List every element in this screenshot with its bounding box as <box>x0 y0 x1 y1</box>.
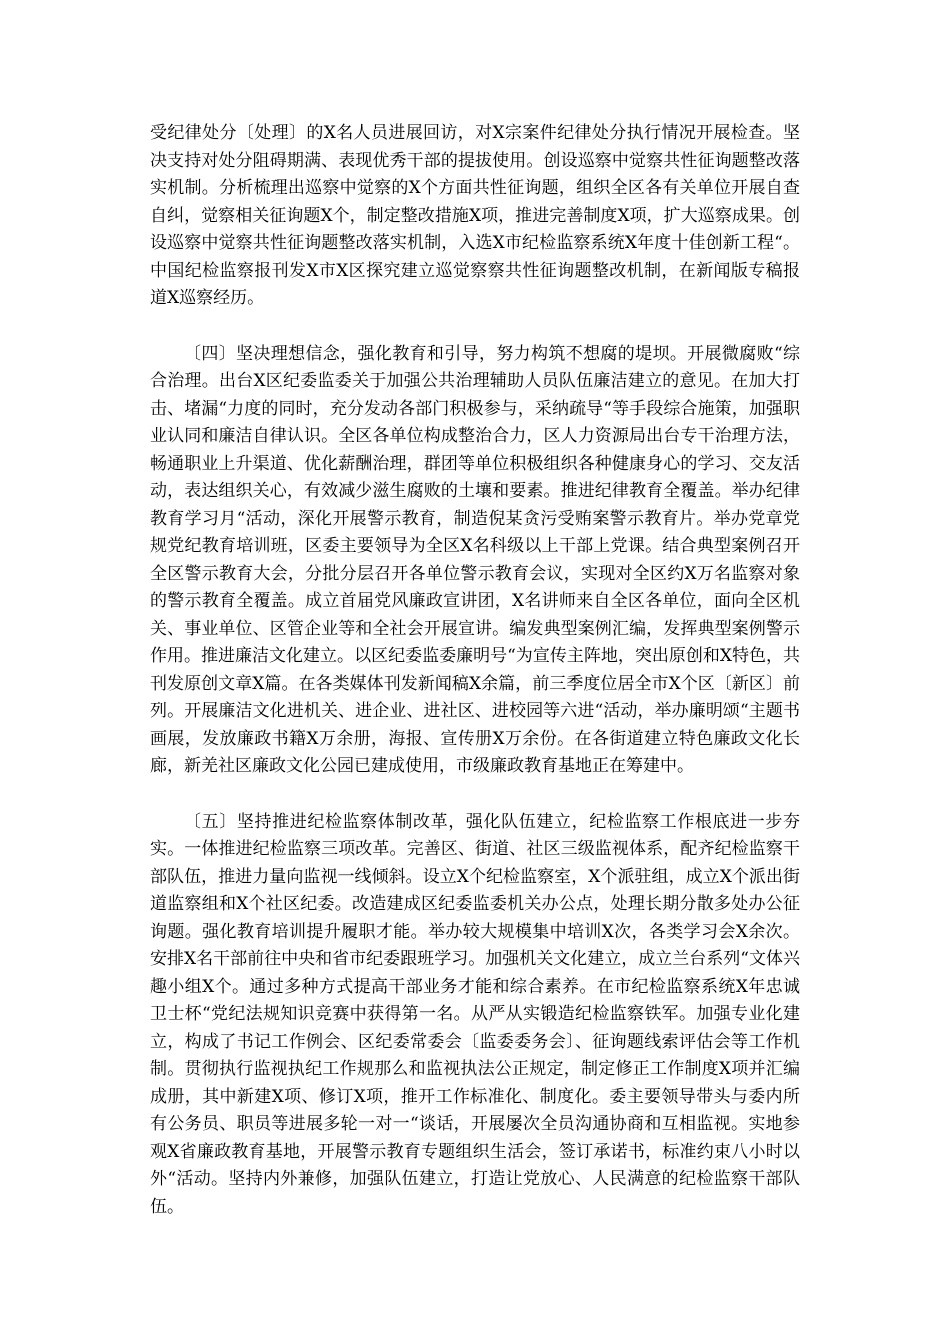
paragraph-spacer <box>150 313 800 341</box>
paragraph-continued-inspection: 受纪律处分〔处理〕的X名人员进展回访，对X宗案件纪律处分执行情况开展检查。坚决支持对处分阻碍期满、表现优秀干部的提拔使用。创设巡察中觉察共性征询题整改落实机制。分析梳理出巡察中觉察的X个方面共性征询题，组织全区各有关单位开展自查自纠，觉察相关征询题X个，制定整改措施X项，推进完善制度X项，扩大巡察成果。创设巡察中觉察共性征询题整改落实机制，入选X市纪检监察系统X年度十佳创新工程“。中国纪检监察报刊发X市X区探究建立巡觉察察共性征询题整改机制，在新闻版专稿报道X巡察经历。 <box>150 123 800 308</box>
paragraph-spacer <box>150 781 800 809</box>
document-page <box>150 120 800 1221</box>
paragraph-section-five: 〔五〕坚持推进纪检监察体制改革，强化队伍建立，纪检监察工作根底进一步夯实。一体推进纪检监察三项改革。完善区、街道、社区三级监视体系，配齐纪检监察干部队伍，推进力量向监视一线倾斜。设立X个纪检监察室，X个派驻组，成立X个派出街道监察组和X个社区纪委。改造建成区纪委监委机关办公点，处理长期分散多处办公征询题。强化教育培训提升履职才能。举办较大规模集中培训X次，各类学习会X余次。安排X名干部前往中央和省市纪委跟班学习。加强机关文化建立，成立兰台系列“文体兴趣小组X个。通过多种方式提高干部业务才能和综合素养。在市纪检监察系统X年忠诚卫士杯“党纪法规知识竞赛中获得第一名。从严从实锻造纪检监察铁军。加强专业化建立，构成了书记工作例会、区纪委常委会〔监委委务会〕、征询题线索评估会等工作机制。贯彻执行监视执纪工作规那么和监视执法公正规定，制定修正工作制度X项并汇编成册，其中新建X项、修订X项，推开工作标准化、制度化。委主要领导带头与委内所有公务员、职员等进展多轮一对一“谈话，开展屡次全员沟通协商和互相监视。实地参观X省廉政教育基地，开展警示教育专题组织生活会，签订承诺书，标准约束八小时以外“活动。坚持内外兼修，加强队伍建立，打造让党放心、人民满意的纪检监察干部队伍。 <box>150 811 800 1217</box>
paragraph-section-four: 〔四〕坚决理想信念，强化教育和引导，努力构筑不想腐的堤坝。开展微腐败“综合治理。出台X区纪委监委关于加强公共治理辅助人员队伍廉洁建立的意见。在加大打击、堵漏“力度的同时，充分发动各部门积极参与，采纳疏导“等手段综合施策，加强职业认同和廉洁自律认识。全区各单位构成整治合力，区人力资源局出台专干治理方法，畅通职业上升渠道、优化薪酬治理，群团等单位积极组织各种健康身心的学习、交友活动，表达组织关心，有效减少滋生腐败的土壤和要素。推进纪律教育全覆盖。举办纪律教育学习月“活动，深化开展警示教育，制造倪某贪污受贿案警示教育片。举办党章党规党纪教育培训班，区委主要领导为全区X名科级以上干部上党课。结合典型案例召开全区警示教育大会，分批分层召开各单位警示教育会议，实现对全区约X万名监察对象的警示教育全覆盖。成立首届党风廉政宣讲团，X名讲师来自全区各单位，面向全区机关、事业单位、区管企业等和全社会开展宣讲。编发典型案例汇编，发挥典型案例警示作用。推进廉洁文化建立。以区纪委监委廉明号“为宣传主阵地，突出原创和X特色，共刊发原创文章X篇。在各类媒体刊发新闻稿X余篇，前三季度位居全市X个区〔新区〕前列。开展廉洁文化进机关、进企业、进社区、进校园等六进“活动，举办廉明颂“主题书画展，发放廉政书籍X万余册，海报、宣传册X万余份。在各街道建立特色廉政文化长廊，新羌社区廉政文化公园已建成使用，市级廉政教育基地正在筹建中。 <box>150 343 800 776</box>
